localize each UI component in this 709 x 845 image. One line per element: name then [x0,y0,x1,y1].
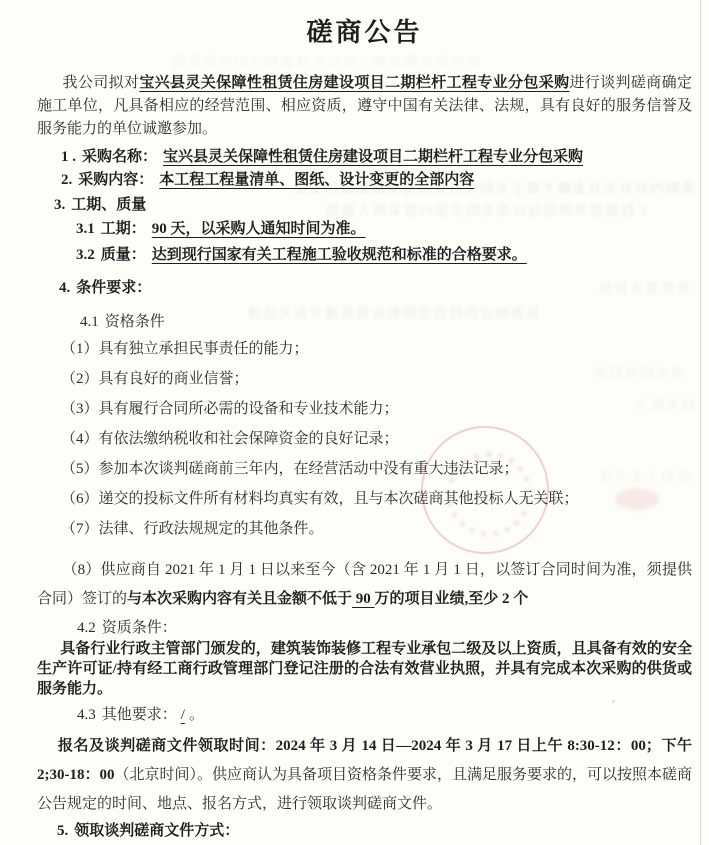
intro-suffix: 进行谈判磋商确定施工单位，凡具备相应的经营范围、相应资质，遵守中国有关法律、法规，具有良好的服务信誉及服务能力的单位诚邀参加。 [37,75,692,137]
schedule-quality-heading [37,197,692,214]
purchase-content-value: 本工程工程量清单、图纸、设计变更的全部内容 [159,172,475,188]
item-number: 4.1 [80,314,99,330]
item-number: 2. [61,172,73,188]
collection-time-bold: 报名及谈判磋商文件领取时间：2024 年 3 月 14 日—2024 年 3 月 17 日上午 8:30-12：00；下午 2;30-18：00 [37,738,692,783]
document-collection-time-paragraph [37,732,692,819]
credential-requirements-paragraph: 具备行业行政主管部门颁发的，建筑装饰装修工程专业承包二级及以上资质，且具备有效的安全生产许可证/持有经工商行政管理部门登记注册的合法有效营业执照，并具有完成本次采购的供货或服务能力。 [37,641,692,697]
condition-item-3: （3）具有履行合同所必需的设备和专业技术能力； [61,401,399,417]
item-number: 5. [57,823,69,839]
other-requirements-row [37,707,692,724]
credential-conditions-heading [37,620,692,637]
collection-time-rest: （北京时间）。供应商认为具备项目资格条件要求，且满足服务要求的，可以按照本磋商公告规定的时间、地点、报名方式，进行领取谈判磋商文件。 [37,767,693,812]
item-number: 3. [54,197,66,213]
item-label: 工期： [100,221,146,237]
item-number: 4. [59,280,71,296]
item-label: 工期、质量 [71,197,147,213]
quality-row [37,247,692,264]
bleedthrough-ghost-text: 具备相应的经营范围相应资质遵守有关法律 [245,306,540,321]
condition-8-bold: 与本次采购内容有关且金额不低于 [127,591,353,607]
item-label: 其他要求： [101,707,177,723]
document-content [0,12,709,840]
item-number: 4.2 [77,620,96,636]
condition-item-6: （6）递交的投标文件所有材料均真实有效，且与本次磋商其他投标人无关联； [61,491,579,507]
project-name-underlined: 宝兴县灵关保障性租赁住房建设项目二期栏杆工程专业分包采购 [139,75,570,91]
schedule-row [37,221,692,238]
condition-item-5: （5）参加本次谈判磋商前三年内，在经营活动中没有重大违法记录； [61,461,519,477]
purchase-content-row [37,172,692,189]
collection-method-heading [37,823,692,840]
bleedthrough-ghost-text: 投标人无关联 [597,470,690,485]
bleedthrough-ghost-text: 技术能力 [633,398,695,413]
item-label: 资质条件： [101,620,177,636]
purchase-name-row [37,149,692,166]
condition-item-8 [37,556,692,614]
bleedthrough-ghost-text: 工程量清单图纸设计变更的全部内容采购人通知 [324,203,650,218]
item-label: 条件要求： [76,280,152,296]
schedule-value: 90 天，以采购人通知时间为准。 [151,221,366,237]
item-label: 资格条件 [104,314,165,330]
condition-item-4: （4）有依法缴纳税收和社会保障资金的良好记录； [61,431,399,447]
condition-8-bold-tail: 万的项目业绩,至少 2 个 [374,591,529,607]
item-number: 1 . [61,149,76,165]
item-label: 质量： [100,247,146,263]
purchase-name-value: 宝兴县灵关保障性租赁住房建设项目二期栏杆工程专业分包采购 [163,149,584,165]
intro-prefix: 我公司拟对 [62,75,140,91]
item-label: 采购名称： [82,149,158,165]
item-label: 领取谈判磋商文件方式： [74,823,240,839]
condition-item-1: （1）具有独立承担民事责任的能力； [61,341,309,357]
bleedthrough-ghost-text: 采购内容有关且金额不低于万的项目业绩清单图纸设计变更 [292,181,695,196]
intro-paragraph [37,72,692,141]
bleedthrough-ghost-text: 谈判磋商确定施工单位凡具备相应的经营范围 [170,55,480,70]
quality-value: 达到现行国家有关工程施工验收规范和标准的合格要求。 [151,247,527,263]
item-number: 3.2 [76,247,95,263]
condition-8-text: （8）供应商自 2021 年 1 月 1 日以来至今（含 2021 年 1 月 1 日，以签订合同时间为准，须提供合同）签订的 [37,562,692,607]
period: 。 [188,707,204,723]
page-title: 磋商公告 [306,17,423,47]
condition-item-7: （7）法律、行政法规规定的其他条件。 [61,521,324,537]
item-label: 采购内容： [78,172,154,188]
item-number: 3.1 [76,221,95,237]
qualification-conditions-heading [37,314,692,331]
item-number: 4.3 [77,707,96,723]
other-requirements-value: / [180,707,185,723]
condition-8-amount: 90 [352,591,375,607]
condition-item-2: （2）具有良好的商业信誉； [61,371,249,387]
bleedthrough-ghost-text: 条件要求资格 [597,281,690,296]
condition-requirements-heading [37,280,692,297]
bleedthrough-ghost-text: 商业信誉记录 [592,366,685,381]
